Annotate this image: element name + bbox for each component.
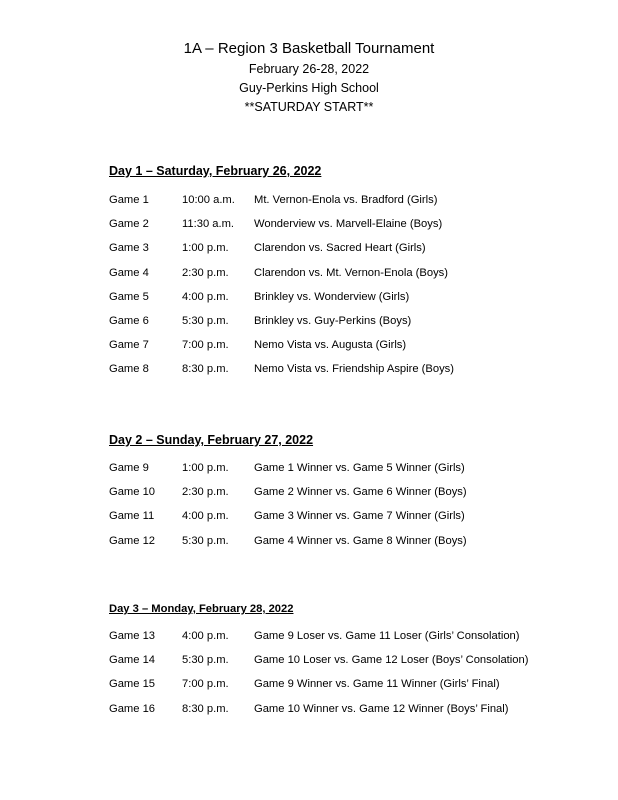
game-time: 8:30 p.m. xyxy=(182,702,229,715)
game-number: Game 9 xyxy=(109,462,149,474)
game-number: Game 4 xyxy=(109,266,149,279)
game-number: Game 6 xyxy=(109,314,149,327)
game-time: 2:30 p.m. xyxy=(182,266,229,279)
game-number: Game 11 xyxy=(109,510,155,523)
game-time: 1:00 p.m. xyxy=(182,242,229,255)
game-matchup: Wonderview vs. Marvell-Elaine (Boys) xyxy=(254,218,443,231)
game-matchup: Brinkley vs. Wonderview (Girls) xyxy=(254,290,410,303)
day-1-heading: Day 1 – Saturday, February 26, 2022 xyxy=(109,164,322,178)
game-number: Game 12 xyxy=(109,534,156,547)
game-time: 2:30 p.m. xyxy=(182,486,229,499)
game-matchup: Mt. Vernon-Enola vs. Bradford (Girls) xyxy=(254,194,438,206)
game-matchup: Nemo Vista vs. Friendship Aspire (Boys) xyxy=(254,363,454,376)
game-matchup: Game 9 Loser vs. Game 11 Loser (Girls’ Consolation) xyxy=(254,630,520,642)
game-matchup: Brinkley vs. Guy-Perkins (Boys) xyxy=(254,314,412,327)
document-header xyxy=(0,38,618,117)
page-title: 1A – Region 3 Basketball Tournament xyxy=(183,40,435,57)
game-matchup: Game 1 Winner vs. Game 5 Winner (Girls) xyxy=(254,462,465,474)
game-matchup: Game 10 Winner vs. Game 12 Winner (Boys’ Final) xyxy=(254,702,509,715)
game-time: 7:00 p.m. xyxy=(182,339,229,352)
game-number: Game 5 xyxy=(109,290,149,303)
tournament-dates: February 26-28, 2022 xyxy=(248,62,370,76)
game-number: Game 13 xyxy=(109,630,156,642)
game-number: Game 7 xyxy=(109,339,149,352)
game-number: Game 10 xyxy=(109,486,156,499)
game-time: 7:00 p.m. xyxy=(182,678,229,691)
game-number: Game 3 xyxy=(109,242,149,255)
day-3-heading: Day 3 – Monday, February 28, 2022 xyxy=(109,603,294,615)
game-matchup: Game 4 Winner vs. Game 8 Winner (Boys) xyxy=(254,534,467,547)
game-time: 11:30 a.m. xyxy=(182,218,235,231)
game-time: 5:30 p.m. xyxy=(182,654,229,667)
game-number: Game 2 xyxy=(109,218,149,231)
game-number: Game 14 xyxy=(109,654,156,667)
game-time: 1:00 p.m. xyxy=(182,462,229,474)
game-time: 5:30 p.m. xyxy=(182,534,229,547)
game-matchup: Game 10 Loser vs. Game 12 Loser (Boys’ Consolation) xyxy=(254,654,529,667)
game-matchup: Game 9 Winner vs. Game 11 Winner (Girls’ Final) xyxy=(254,678,500,691)
game-number: Game 1 xyxy=(109,194,149,206)
game-time: 8:30 p.m. xyxy=(182,363,229,376)
tournament-venue: Guy-Perkins High School xyxy=(239,81,379,95)
day-2-heading: Day 2 – Sunday, February 27, 2022 xyxy=(109,433,314,447)
start-note: **SATURDAY START** xyxy=(244,100,374,114)
game-time: 10:00 a.m. xyxy=(182,194,235,206)
game-number: Game 16 xyxy=(109,702,156,715)
game-matchup: Game 3 Winner vs. Game 7 Winner (Girls) xyxy=(254,510,465,523)
game-matchup: Clarendon vs. Mt. Vernon-Enola (Boys) xyxy=(254,266,449,279)
game-time: 4:00 p.m. xyxy=(182,290,229,303)
game-matchup: Game 2 Winner vs. Game 6 Winner (Boys) xyxy=(254,486,467,499)
game-time: 5:30 p.m. xyxy=(182,314,229,327)
game-time: 4:00 p.m. xyxy=(182,630,229,642)
game-number: Game 8 xyxy=(109,363,149,376)
game-time: 4:00 p.m. xyxy=(182,510,229,523)
game-matchup: Clarendon vs. Sacred Heart (Girls) xyxy=(254,242,426,255)
game-number: Game 15 xyxy=(109,678,156,691)
game-matchup: Nemo Vista vs. Augusta (Girls) xyxy=(254,339,407,352)
